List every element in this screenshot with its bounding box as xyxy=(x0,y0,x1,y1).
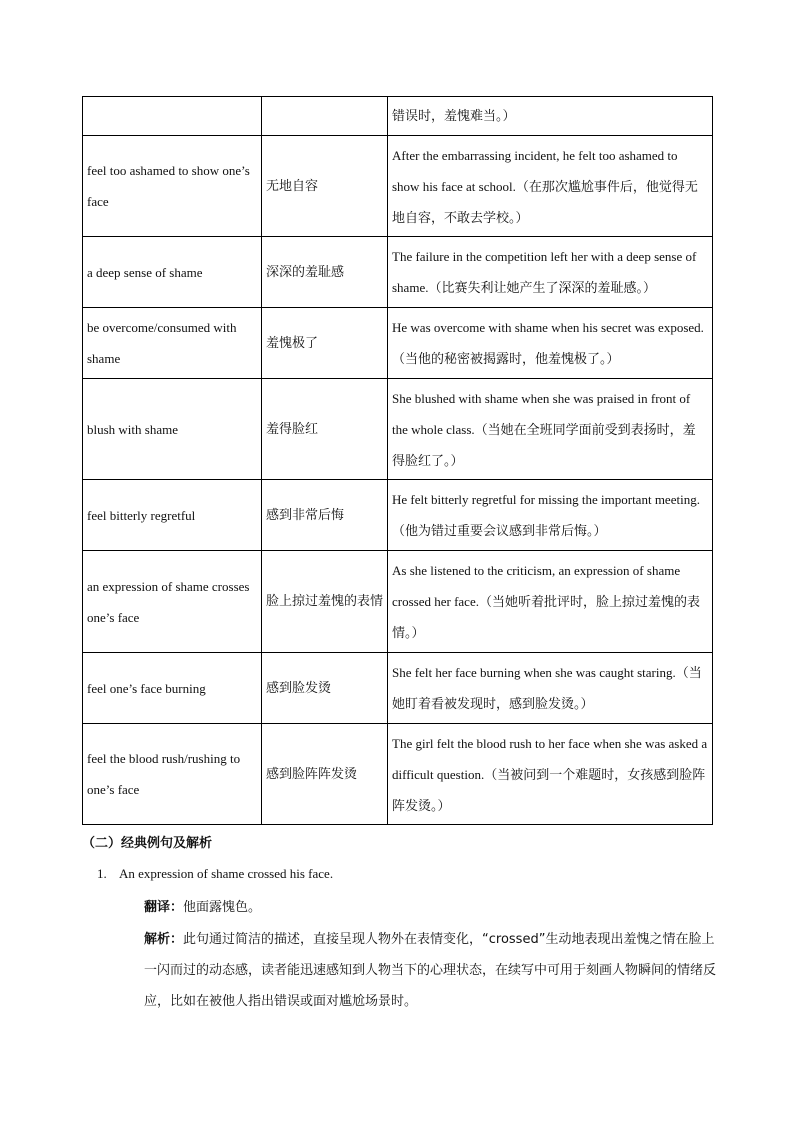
example-sentence xyxy=(97,866,717,882)
meaning-cell: 羞愧极了 xyxy=(262,308,388,379)
translation-label: 翻译： xyxy=(144,900,184,915)
example-cell: The girl felt the blood rush to her face when she was asked a difficult question.（当被问到一个难题时，女孩感到脸阵阵发烫。） xyxy=(388,724,713,825)
example-cell: She blushed with shame when she was praised in front of the whole class.（当她在全班同学面前受到表扬时，羞得脸红了。） xyxy=(388,379,713,480)
translation-text: 他面露愧色。 xyxy=(183,900,262,915)
example-number: 1. xyxy=(97,866,107,881)
meaning-cell: 深深的羞耻感 xyxy=(262,237,388,308)
analysis-text: 此句通过简洁的描述，直接呈现人物外在表情变化，“crossed”生动地表现出羞愧之情在脸上一闪而过的动态感，读者能迅速感知到人物当下的心理状态，在续写中可用于刻画人物瞬间的情绪反应，比如在被他人指出错误或面对尴尬场景时。 xyxy=(144,932,717,1009)
example-text: An expression of shame crossed his face. xyxy=(119,866,334,881)
translation-line xyxy=(144,896,724,915)
phrase-cell: blush with shame xyxy=(83,379,262,480)
phrase-cell: an expression of shame crosses one’s face xyxy=(83,551,262,653)
example-cell: After the embarrassing incident, he felt too ashamed to show his face at school.（在那次尴尬事件后，他觉得无地自容，不敢去学校。） xyxy=(388,136,713,237)
phrase-cell: feel bitterly regretful xyxy=(83,480,262,551)
example-cell: He was overcome with shame when his secret was exposed.（当他的秘密被揭露时，他羞愧极了。） xyxy=(388,308,713,379)
table-row xyxy=(83,653,713,724)
example-cell: She felt her face burning when she was caught staring.（当她盯着看被发现时，感到脸发烫。） xyxy=(388,653,713,724)
phrase-cell: a deep sense of shame xyxy=(83,237,262,308)
meaning-cell: 感到脸阵阵发烫 xyxy=(262,724,388,825)
phrase-cell: feel the blood rush/rushing to one’s face xyxy=(83,724,262,825)
table-row xyxy=(83,308,713,379)
section-heading: （二）经典例句及解析 xyxy=(82,836,213,851)
meaning-cell: 羞得脸红 xyxy=(262,379,388,480)
example-cell: As she listened to the criticism, an expression of shame crossed her face.（当她听着批评时，脸上掠过羞愧的表情。） xyxy=(388,551,713,653)
example-cell: He felt bitterly regretful for missing the important meeting.（他为错过重要会议感到非常后悔。） xyxy=(388,480,713,551)
phrase-cell: be overcome/consumed with shame xyxy=(83,308,262,379)
phrase-cell xyxy=(83,97,262,136)
example-cell: 错误时，羞愧难当。） xyxy=(388,97,713,136)
phrase-cell: feel one’s face burning xyxy=(83,653,262,724)
meaning-cell: 感到脸发烫 xyxy=(262,653,388,724)
meaning-cell: 感到非常后悔 xyxy=(262,480,388,551)
example-cell: The failure in the competition left her with a deep sense of shame.（比赛失利让她产生了深深的羞耻感。） xyxy=(388,237,713,308)
analysis-label: 解析： xyxy=(144,932,184,947)
table-row xyxy=(83,551,713,653)
analysis-paragraph xyxy=(144,924,726,1017)
meaning-cell: 无地自容 xyxy=(262,136,388,237)
table-row xyxy=(83,136,713,237)
table-row xyxy=(83,237,713,308)
phrase-cell: feel too ashamed to show one’s face xyxy=(83,136,262,237)
table-row xyxy=(83,97,713,136)
meaning-cell xyxy=(262,97,388,136)
table-row xyxy=(83,724,713,825)
table-row xyxy=(83,379,713,480)
meaning-cell: 脸上掠过羞愧的表情 xyxy=(262,551,388,653)
shame-expressions-table xyxy=(82,96,713,825)
table-row xyxy=(83,480,713,551)
